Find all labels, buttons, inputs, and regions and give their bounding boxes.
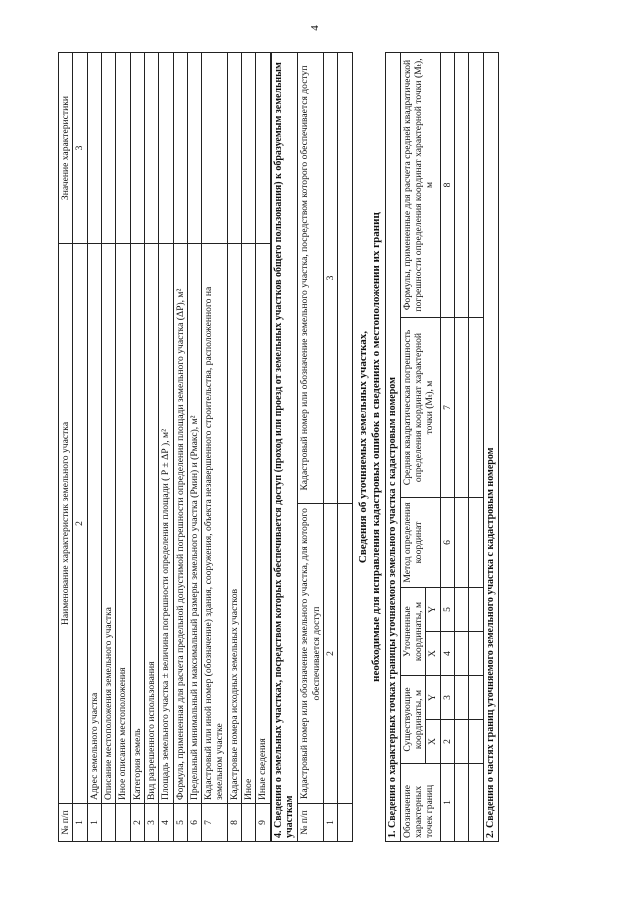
main-title: [357, 52, 385, 842]
col-number: 2: [73, 244, 87, 804]
section2-title: 2. Сведения о частях границ уточняемого земельного участка с кадастровым номером: [483, 53, 498, 842]
row-value: [173, 53, 187, 244]
table-row: [173, 53, 187, 842]
table-header-name: Наименование характеристик земельного участка: [59, 244, 73, 804]
page-number: 4: [308, 25, 321, 31]
row-label: Иное: [242, 244, 256, 804]
table-row: [338, 53, 352, 842]
table-header-target: Кадастровый номер или обозначение земельного участка, для которого обеспечивается доступ: [298, 504, 324, 804]
row-number: 9: [256, 804, 270, 842]
row-value: [227, 53, 241, 244]
row-number: 3: [144, 804, 158, 842]
section4-title: 4. Сведения о земельных участках, посредством которых обеспечивается доступ (проход или проезд от земельных участков общего пользования) к образуемым земельным участкам: [271, 53, 298, 842]
table-row: [242, 53, 256, 842]
col-number: 4: [440, 632, 454, 676]
col-number: 5: [440, 588, 454, 632]
col-number: 1: [323, 804, 337, 842]
row-value: [116, 53, 130, 244]
row-value: [130, 53, 144, 244]
row-value: [187, 53, 201, 244]
table-row: [130, 53, 144, 842]
table-row: [227, 53, 241, 842]
table-header-through: Кадастровый номер или обозначение земельного участка, посредством которого обеспечивается доступ: [298, 53, 324, 504]
row-value: [202, 53, 228, 244]
table-header-value: Значение характеристики: [59, 53, 73, 244]
section1-title: 1. Сведения о характерных точках границы уточняемого земельного участка с кадастровым номером: [386, 53, 401, 842]
col-number: 8: [440, 53, 454, 318]
row-label: Иное описание местоположения: [116, 244, 130, 804]
table-row: [455, 53, 469, 842]
header-y: Y: [426, 676, 440, 720]
row-number: [101, 804, 115, 842]
row-label: Вид разрешенного использования: [144, 244, 158, 804]
col-number: 1: [440, 764, 454, 842]
row-number: 6: [187, 804, 201, 842]
row-value: [256, 53, 270, 244]
table-row: [87, 53, 101, 842]
col-number: 6: [440, 498, 454, 588]
row-label: Предельный минимальный и максимальный размеры земельного участка (Рмин) и (Рмакс), м²: [187, 244, 201, 804]
col-number: 3: [73, 53, 87, 244]
col-number: 7: [440, 318, 454, 498]
row-number: 5: [173, 804, 187, 842]
row-number: 1: [87, 804, 101, 842]
header-x: X: [426, 720, 440, 764]
table-row: [116, 53, 130, 842]
col-number: 3: [323, 53, 337, 504]
access-table: [271, 52, 353, 842]
header-method: Метод определения координат: [400, 498, 440, 588]
table-row: [187, 53, 201, 842]
table-row: [159, 53, 173, 842]
table-row: [101, 53, 115, 842]
row-label: Площадь земельного участка ± величина погрешности определения площади ( Р ± ΔР ), м²: [159, 244, 173, 804]
row-number: 8: [227, 804, 241, 842]
header-existing: Существующие координаты, м: [400, 676, 426, 764]
row-number: [116, 804, 130, 842]
table-header-number: № п/п: [298, 804, 324, 842]
row-label: Описание местоположения земельного участка: [101, 244, 115, 804]
header-formula: Формулы, примененные для расчета средней квадратической погрешности определения координат характерной точки (Мₜ), м: [400, 53, 440, 318]
header-refined: Уточненные координаты, м: [400, 588, 426, 676]
row-value: [101, 53, 115, 244]
row-label: Кадастровый или иной номер (обозначение) здания, сооружения, объекта незавершенного строительства, расположенного на земельном участке: [202, 244, 228, 804]
row-label: Кадастровые номера исходных земельных участков: [227, 244, 241, 804]
row-label: Категория земель: [130, 244, 144, 804]
table-row: [202, 53, 228, 842]
main-title-line2: необходимые для исправления кадастровых ошибок в сведениях о местоположении их границ: [370, 212, 383, 682]
header-y: Y: [426, 588, 440, 632]
row-value: [144, 53, 158, 244]
header-point: Обозначение характерных точек границ: [400, 764, 440, 842]
row-number: 7: [202, 804, 228, 842]
table-header-number: № п/п: [59, 804, 73, 842]
points-table: [385, 52, 498, 842]
row-number: [242, 804, 256, 842]
col-number: 3: [440, 676, 454, 720]
col-number: 1: [73, 804, 87, 842]
row-number: 4: [159, 804, 173, 842]
row-value: [87, 53, 101, 244]
row-value: [159, 53, 173, 244]
table-row: [256, 53, 270, 842]
table-row: [144, 53, 158, 842]
table-row: [469, 53, 483, 842]
col-number: 2: [440, 720, 454, 764]
row-value: [242, 53, 256, 244]
header-x: X: [426, 632, 440, 676]
row-label: Формула, примененная для расчета предельной допустимой погрешности определения площади земельного участка (ΔР), м²: [173, 244, 187, 804]
row-number: 2: [130, 804, 144, 842]
rotated-page-content: [58, 52, 568, 842]
characteristics-table: [58, 52, 271, 842]
header-error: Средняя квадратическая погрешность определения координат характерной точки (Мₜ), м: [400, 318, 440, 498]
row-label: Адрес земельного участка: [87, 244, 101, 804]
row-label: Иные сведения: [256, 244, 270, 804]
col-number: 2: [323, 504, 337, 804]
main-title-line1: Сведения об уточняемых земельных участках,: [356, 330, 369, 564]
